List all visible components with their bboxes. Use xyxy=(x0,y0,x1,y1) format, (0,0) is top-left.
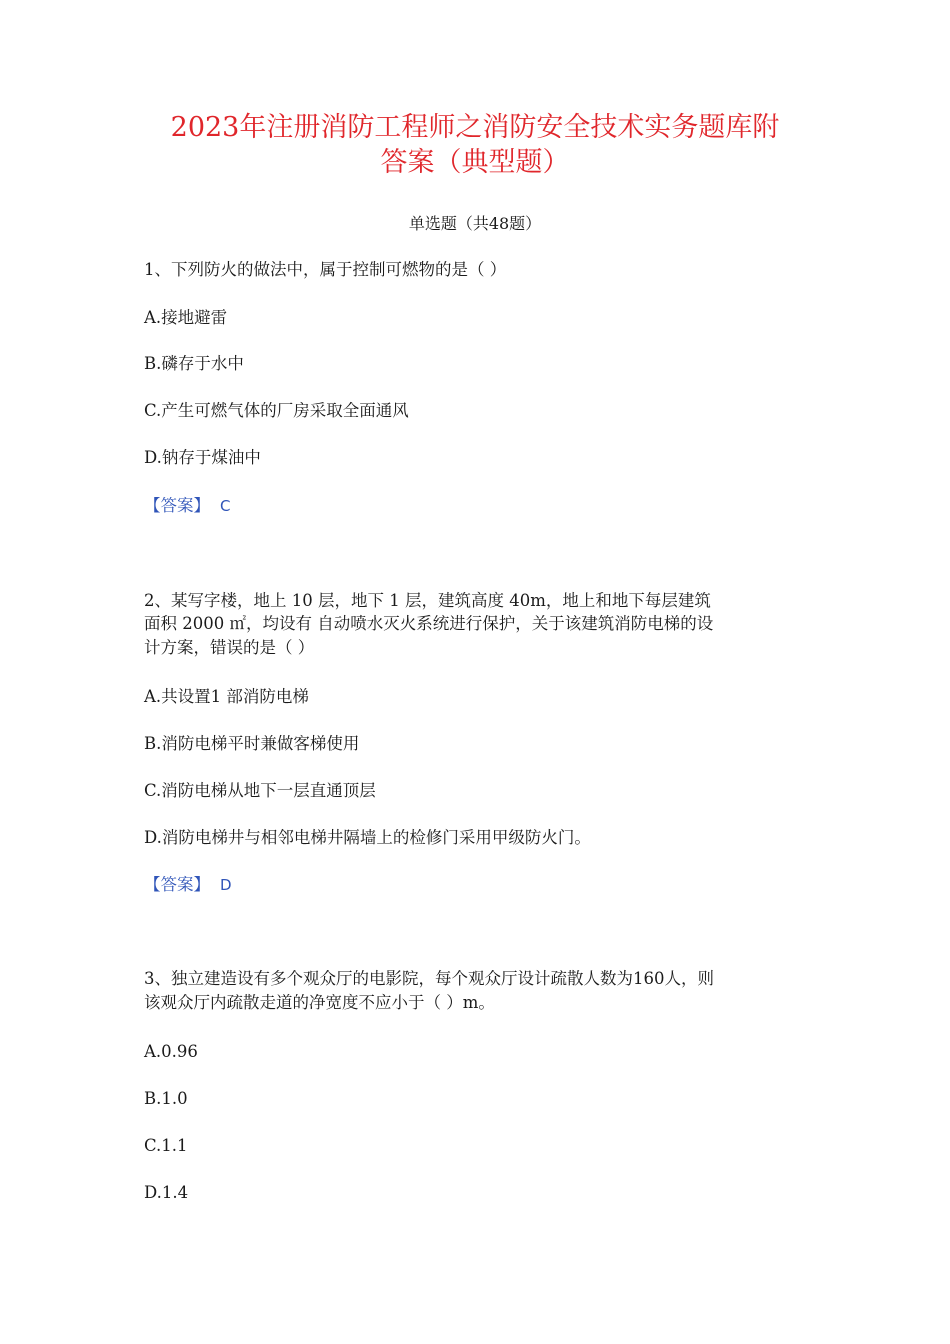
option-d: D.钠存于煤油中 xyxy=(144,448,261,467)
document-title-line-2: 答案（典型题） xyxy=(380,147,570,178)
option-c: C.消防电梯从地下一层直通顶层 xyxy=(144,781,376,800)
option-a: A.接地避雷 xyxy=(144,308,228,327)
option-b: B.消防电梯平时兼做客梯使用 xyxy=(144,734,360,753)
option-a: A.共设置1 部消防电梯 xyxy=(144,687,309,706)
question-stem-line: 计方案，错误的是（ ） xyxy=(144,638,315,657)
option-d: D.1.4 xyxy=(144,1183,189,1202)
option-c: C.产生可燃气体的厂房采取全面通风 xyxy=(144,401,409,420)
option-d: D.消防电梯井与相邻电梯井隔墙上的检修门采用甲级防火门。 xyxy=(144,828,591,847)
answer-label: 【答案】 xyxy=(144,875,210,894)
answer-value: D xyxy=(220,876,232,894)
option-b: B.1.0 xyxy=(144,1089,188,1108)
question-stem-line: 面积 2000 ㎡，均设有 自动喷水灭火系统进行保护，关于该建筑消防电梯的设 xyxy=(144,614,714,633)
document-title-line-1: 2023年注册消防工程师之消防安全技术实务题库附 xyxy=(170,112,780,143)
question-stem-line: 2、某写字楼，地上 10 层，地下 1 层，建筑高度 40m，地上和地下每层建筑 xyxy=(144,591,711,610)
section-heading: 单选题（共48题） xyxy=(408,214,542,233)
answer-line xyxy=(144,494,230,518)
option-a: A.0.96 xyxy=(144,1042,198,1061)
answer-label: 【答案】 xyxy=(144,496,210,515)
answer-value: C xyxy=(220,497,231,515)
question-stem-line: 该观众厅内疏散走道的净宽度不应小于（ ）m。 xyxy=(144,993,495,1012)
question-stem-line: 3、独立建造设有多个观众厅的电影院，每个观众厅设计疏散人数为160人，则 xyxy=(144,969,714,988)
answer-line xyxy=(144,873,232,897)
question-stem: 1、下列防火的做法中，属于控制可燃物的是（ ） xyxy=(144,260,507,279)
option-b: B.磷存于水中 xyxy=(144,354,244,373)
option-c: C.1.1 xyxy=(144,1136,188,1155)
